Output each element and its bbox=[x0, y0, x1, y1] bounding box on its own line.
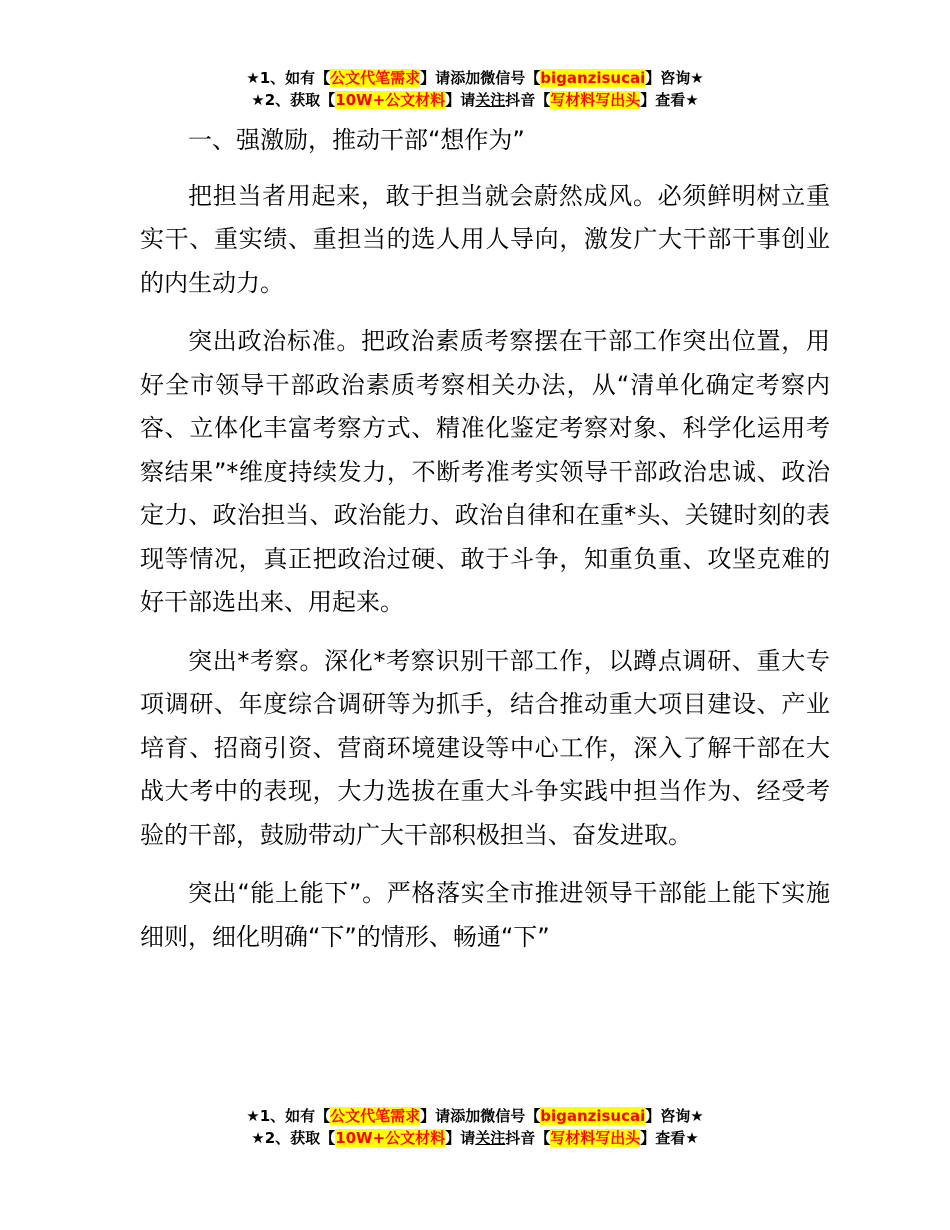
banner-text: 】查看★ bbox=[640, 1129, 699, 1147]
banner-text: 】查看★ bbox=[640, 91, 699, 109]
paragraph-political-standard: 突出政治标准。把政治素质考察摆在干部工作突出位置，用好全市领导干部政治素质考察相关办法，从“清单化确定考察内容、立体化丰富考察方式、精准化鉴定考察对象、科学化运用考察结果”*维度持续发力，不断考准考实领导干部政治忠诚、政治定力、政治担当、政治能力、政治自律和在重*头、关键时刻的表现等情况，真正把政治过硬、敢于斗争，知重负重、攻坚克难的好干部选出来、用起来。 bbox=[140, 327, 830, 616]
banner-emphasis: 添加 bbox=[450, 1107, 481, 1125]
banner-highlight: 10W+公文材料 bbox=[335, 91, 446, 109]
banner-text: ★2、获取【 bbox=[251, 91, 336, 109]
banner-line-1 bbox=[0, 67, 950, 89]
banner-text: 】咨询★ bbox=[645, 1107, 704, 1125]
banner-line-2 bbox=[0, 89, 950, 111]
banner-emphasis: 关注 bbox=[475, 1129, 506, 1147]
banner-emphasis: 添加 bbox=[450, 69, 481, 87]
document-body bbox=[140, 119, 830, 974]
footer-banner bbox=[0, 1105, 950, 1149]
paragraph-promotion-demotion: 突出“能上能下”。严格落实全市推进领导干部能上能下实施细则，细化明确“下”的情形、畅通“下” bbox=[140, 879, 830, 951]
banner-highlight: 写材料写出头 bbox=[550, 91, 641, 109]
section-heading: 一、强激励，推动干部“想作为” bbox=[188, 126, 525, 154]
banner-text: ★1、如有【 bbox=[246, 1107, 331, 1125]
banner-text: 抖音【 bbox=[505, 1129, 551, 1147]
banner-highlight: biganzisucai bbox=[540, 69, 646, 87]
banner-emphasis: 关注 bbox=[475, 91, 506, 109]
banner-text: 】请 bbox=[420, 69, 451, 87]
header-banner bbox=[0, 67, 950, 111]
banner-line-2 bbox=[0, 1127, 950, 1149]
banner-highlight: biganzisucai bbox=[540, 1107, 646, 1125]
banner-text: 】请 bbox=[420, 1107, 451, 1125]
banner-highlight: 写材料写出头 bbox=[550, 1129, 641, 1147]
banner-text: 】请 bbox=[445, 1129, 476, 1147]
banner-highlight: 公文代笔需求 bbox=[330, 1107, 421, 1125]
banner-highlight: 公文代笔需求 bbox=[330, 69, 421, 87]
banner-text: 】请 bbox=[445, 91, 476, 109]
banner-highlight: 10W+公文材料 bbox=[335, 1129, 446, 1147]
banner-text: 微信号【 bbox=[480, 1107, 541, 1125]
banner-text: 】咨询★ bbox=[645, 69, 704, 87]
banner-text: ★1、如有【 bbox=[246, 69, 331, 87]
banner-line-1 bbox=[0, 1105, 950, 1127]
banner-text: 微信号【 bbox=[480, 69, 541, 87]
banner-text: ★2、获取【 bbox=[251, 1129, 336, 1147]
banner-text: 抖音【 bbox=[505, 91, 551, 109]
paragraph-intro: 把担当者用起来，敢于担当就会蔚然成风。必须鲜明树立重实干、重实绩、重担当的选人用人导向，激发广大干部干事创业的内生动力。 bbox=[140, 181, 830, 297]
paragraph-inspection: 突出*考察。深化*考察识别干部工作，以蹲点调研、重大专项调研、年度综合调研等为抓手，结合推动重大项目建设、产业培育、招商引资、营商环境建设等中心工作，深入了解干部在大战大考中的表现，大力选拔在重大斗争实践中担当作为、经受考验的干部，鼓励带动广大干部积极担当、奋发进取。 bbox=[140, 646, 830, 849]
